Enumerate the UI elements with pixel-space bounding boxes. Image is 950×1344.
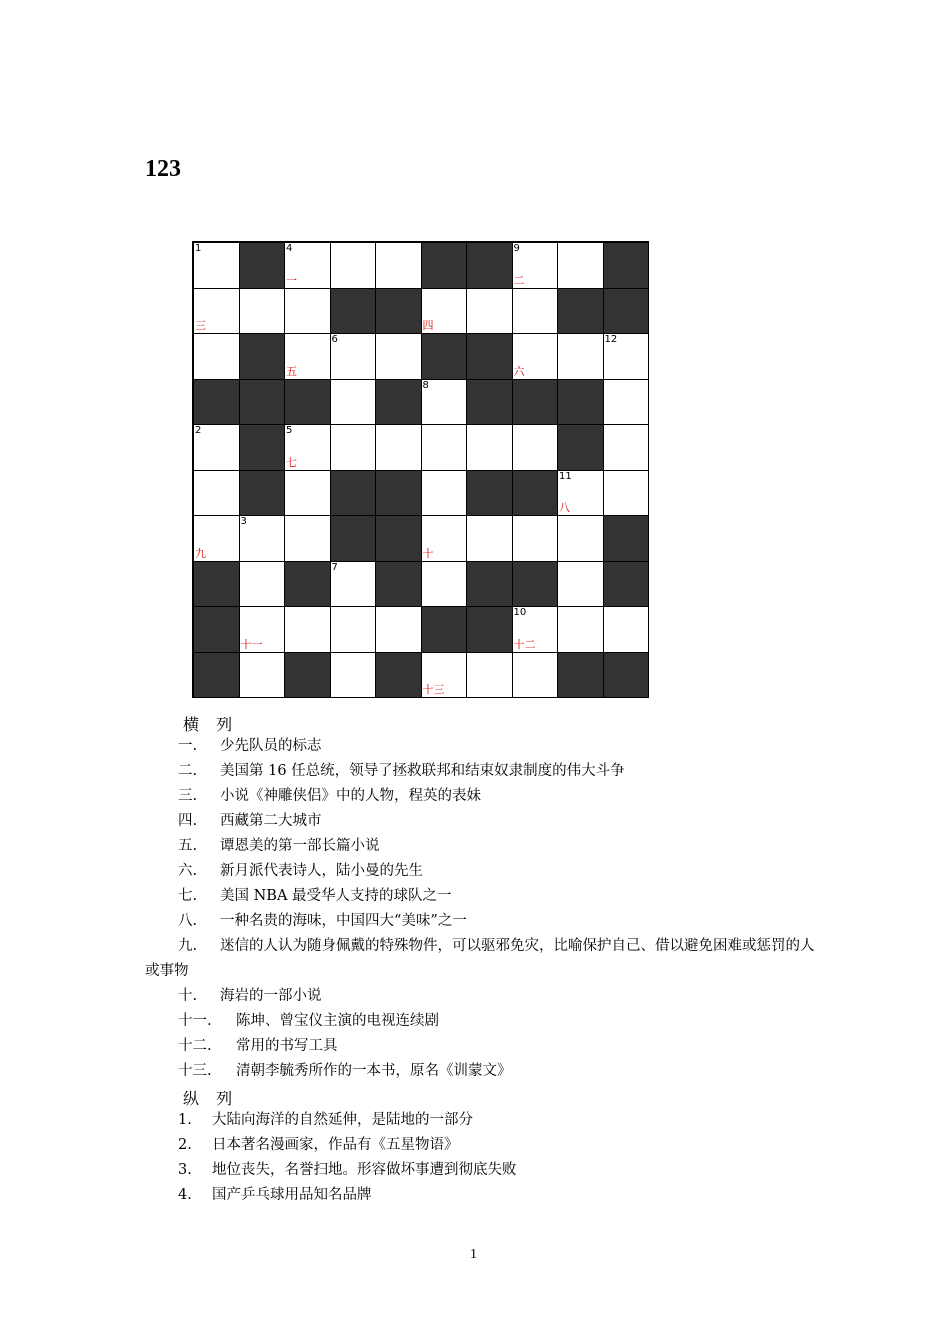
clue-label: 3. xyxy=(178,1162,192,1178)
black-cell xyxy=(512,470,559,517)
page-heading: 123 xyxy=(145,156,181,182)
clue-text: 小说《神雕侠侣》中的人物，程英的表妹 xyxy=(220,788,481,804)
white-cell[interactable] xyxy=(466,424,513,471)
across-clue-label: 十三 xyxy=(422,683,445,696)
across-clue-label: 七 xyxy=(286,455,297,469)
white-cell[interactable] xyxy=(330,652,377,699)
white-cell[interactable] xyxy=(330,606,377,653)
clue-text: 陈坤、曾宝仪主演的电视连续剧 xyxy=(236,1013,439,1029)
black-cell xyxy=(330,288,377,335)
clue-number: 12 xyxy=(604,334,618,345)
white-cell[interactable] xyxy=(466,652,513,699)
white-cell[interactable] xyxy=(603,470,650,517)
across-clue-label: 十一 xyxy=(240,637,263,651)
clue-text: 清朝李毓秀所作的一本书，原名《训蒙文》 xyxy=(236,1063,512,1079)
clue-text: 海岩的一部小说 xyxy=(220,988,322,1004)
white-cell[interactable] xyxy=(330,561,377,608)
black-cell xyxy=(193,379,240,426)
white-cell[interactable] xyxy=(375,333,422,380)
across-clue xyxy=(178,787,481,805)
black-cell xyxy=(557,652,604,699)
clue-label: 4. xyxy=(178,1187,192,1203)
white-cell[interactable] xyxy=(193,470,240,517)
clue-label: 1. xyxy=(178,1112,192,1128)
across-clue-label: 五 xyxy=(286,364,297,378)
white-cell[interactable] xyxy=(603,379,650,426)
across-clue-label: 十 xyxy=(422,546,434,560)
clue-text: 新月派代表诗人，陆小曼的先生 xyxy=(220,863,423,879)
across-clue xyxy=(178,812,322,830)
clue-text: 美国 NBA 最受华人支持的球队之一 xyxy=(220,888,452,904)
across-clue xyxy=(178,887,452,905)
black-cell xyxy=(466,606,513,653)
clue-text: 美国第 16 任总统，领导了拯救联邦和结束奴隶制度的伟大斗争 xyxy=(220,763,625,779)
clue-number: 7 xyxy=(331,561,338,573)
black-cell xyxy=(466,242,513,289)
white-cell[interactable] xyxy=(375,242,422,289)
black-cell xyxy=(375,515,422,562)
across-clue xyxy=(178,737,322,755)
clue-label: 二. xyxy=(178,763,198,779)
across-clue xyxy=(145,934,825,984)
crossword-grid xyxy=(192,241,649,698)
page-number: 1 xyxy=(470,1247,477,1262)
white-cell[interactable] xyxy=(284,242,331,289)
black-cell xyxy=(239,379,286,426)
black-cell xyxy=(284,379,331,426)
clue-label: 十二. xyxy=(178,1038,212,1054)
white-cell[interactable] xyxy=(375,606,422,653)
clue-text: 国产乒乓球用品知名品牌 xyxy=(212,1187,372,1203)
white-cell[interactable] xyxy=(239,652,286,699)
clue-text: 日本著名漫画家，作品有《五星物语》 xyxy=(212,1137,459,1153)
black-cell xyxy=(603,242,650,289)
clue-number: 9 xyxy=(513,243,520,254)
black-cell xyxy=(466,379,513,426)
black-cell xyxy=(193,652,240,699)
across-title: 横 列 xyxy=(183,715,239,734)
white-cell[interactable] xyxy=(239,561,286,608)
black-cell xyxy=(512,561,559,608)
black-cell xyxy=(375,379,422,426)
clue-text: 迷信的人认为随身佩戴的特殊物件，可以驱邪免灾，比喻保护自己、借以避免困难或惩罚的人或事物 xyxy=(145,938,815,979)
white-cell[interactable] xyxy=(466,288,513,335)
black-cell xyxy=(512,379,559,426)
white-cell[interactable] xyxy=(421,424,468,471)
black-cell xyxy=(421,242,468,289)
across-clue-label: 九 xyxy=(195,546,206,560)
white-cell[interactable] xyxy=(330,242,377,289)
black-cell xyxy=(603,561,650,608)
white-cell[interactable] xyxy=(193,288,240,335)
across-clue xyxy=(178,1012,439,1030)
black-cell xyxy=(375,561,422,608)
black-cell xyxy=(375,470,422,517)
white-cell[interactable] xyxy=(284,606,331,653)
across-clue xyxy=(178,762,625,780)
clue-label: 七. xyxy=(178,888,198,904)
white-cell[interactable] xyxy=(421,470,468,517)
clue-label: 六. xyxy=(178,863,198,879)
black-cell xyxy=(193,606,240,653)
black-cell xyxy=(239,333,286,380)
white-cell[interactable] xyxy=(557,333,604,380)
clue-text: 西藏第二大城市 xyxy=(220,813,322,829)
white-cell[interactable] xyxy=(375,424,422,471)
white-cell[interactable] xyxy=(512,606,559,653)
across-clue xyxy=(178,837,380,855)
down-clue xyxy=(178,1186,372,1204)
white-cell[interactable] xyxy=(512,288,559,335)
white-cell[interactable] xyxy=(603,606,650,653)
across-clue-label: 三 xyxy=(195,319,206,332)
white-cell[interactable] xyxy=(193,515,240,562)
white-cell[interactable] xyxy=(421,288,468,335)
black-cell xyxy=(330,515,377,562)
clue-number: 8 xyxy=(422,379,429,391)
white-cell[interactable] xyxy=(421,515,468,562)
clue-label: 九. xyxy=(178,938,198,954)
white-cell[interactable] xyxy=(193,333,240,380)
clue-number: 5 xyxy=(286,425,293,436)
black-cell xyxy=(466,561,513,608)
white-cell[interactable] xyxy=(421,652,468,699)
white-cell[interactable] xyxy=(330,333,377,380)
black-cell xyxy=(284,652,331,699)
white-cell[interactable] xyxy=(512,652,559,699)
across-clue xyxy=(178,1062,512,1080)
black-cell xyxy=(330,470,377,517)
clue-label: 三. xyxy=(178,788,198,804)
white-cell[interactable] xyxy=(284,470,331,517)
black-cell xyxy=(466,470,513,517)
down-title: 纵 列 xyxy=(183,1089,239,1108)
clue-text: 地位丧失，名誉扫地。形容做坏事遭到彻底失败 xyxy=(212,1162,517,1178)
down-clue xyxy=(178,1161,517,1179)
down-clue xyxy=(178,1136,459,1154)
black-cell xyxy=(603,515,650,562)
clue-text: 少先队员的标志 xyxy=(220,738,322,754)
white-cell[interactable] xyxy=(557,242,604,289)
white-cell[interactable] xyxy=(557,470,604,517)
black-cell xyxy=(239,424,286,471)
white-cell[interactable] xyxy=(284,424,331,471)
black-cell xyxy=(557,288,604,335)
black-cell xyxy=(421,333,468,380)
across-clue-label: 八 xyxy=(559,501,570,514)
white-cell[interactable] xyxy=(239,288,286,335)
black-cell xyxy=(421,606,468,653)
white-cell[interactable] xyxy=(284,333,331,380)
black-cell xyxy=(466,333,513,380)
white-cell[interactable] xyxy=(284,515,331,562)
clue-number: 3 xyxy=(240,516,247,527)
across-clue xyxy=(178,862,423,880)
clue-text: 常用的书写工具 xyxy=(236,1038,338,1054)
white-cell[interactable] xyxy=(557,606,604,653)
clue-number: 4 xyxy=(286,243,293,254)
clue-text: 一种名贵的海味，中国四大“美味”之一 xyxy=(220,913,467,929)
white-cell[interactable] xyxy=(193,424,240,471)
white-cell[interactable] xyxy=(603,424,650,471)
clue-label: 十. xyxy=(178,988,198,1004)
white-cell[interactable] xyxy=(239,606,286,653)
clue-label: 十一. xyxy=(178,1013,212,1029)
across-clue xyxy=(178,912,467,930)
down-clue xyxy=(178,1111,473,1129)
white-cell[interactable] xyxy=(466,515,513,562)
across-clue xyxy=(178,1037,338,1055)
black-cell xyxy=(557,424,604,471)
clue-label: 四. xyxy=(178,813,198,829)
black-cell xyxy=(239,242,286,289)
clue-number: 1 xyxy=(195,243,202,254)
black-cell xyxy=(603,652,650,699)
black-cell xyxy=(193,561,240,608)
across-clue-label: 十二 xyxy=(513,637,536,651)
black-cell xyxy=(284,561,331,608)
black-cell xyxy=(557,379,604,426)
clue-number: 10 xyxy=(513,607,527,618)
white-cell[interactable] xyxy=(512,333,559,380)
black-cell xyxy=(375,288,422,335)
white-cell[interactable] xyxy=(512,242,559,289)
white-cell[interactable] xyxy=(512,515,559,562)
across-clue-label: 四 xyxy=(422,319,434,332)
across-clue-label: 六 xyxy=(513,364,525,378)
black-cell xyxy=(239,470,286,517)
white-cell[interactable] xyxy=(557,515,604,562)
clue-number: 6 xyxy=(331,334,338,345)
across-clue-label: 一 xyxy=(286,273,297,287)
black-cell xyxy=(375,652,422,699)
white-cell[interactable] xyxy=(603,333,650,380)
clue-number: 2 xyxy=(195,425,202,436)
white-cell[interactable] xyxy=(421,379,468,426)
white-cell[interactable] xyxy=(421,561,468,608)
white-cell[interactable] xyxy=(557,561,604,608)
clue-label: 十三. xyxy=(178,1063,212,1079)
white-cell[interactable] xyxy=(512,424,559,471)
white-cell[interactable] xyxy=(193,242,240,289)
clue-label: 八. xyxy=(178,913,198,929)
white-cell[interactable] xyxy=(284,288,331,335)
white-cell[interactable] xyxy=(330,424,377,471)
white-cell[interactable] xyxy=(239,515,286,562)
clue-label: 一. xyxy=(178,738,198,754)
across-clue-label: 二 xyxy=(513,273,525,287)
black-cell xyxy=(603,288,650,335)
clue-text: 大陆向海洋的自然延伸，是陆地的一部分 xyxy=(212,1112,473,1128)
clue-text: 谭恩美的第一部长篇小说 xyxy=(220,838,380,854)
clue-label: 2. xyxy=(178,1137,192,1153)
white-cell[interactable] xyxy=(330,379,377,426)
clue-label: 五. xyxy=(178,838,198,854)
clue-number: 11 xyxy=(559,470,572,482)
across-clue xyxy=(178,987,322,1005)
